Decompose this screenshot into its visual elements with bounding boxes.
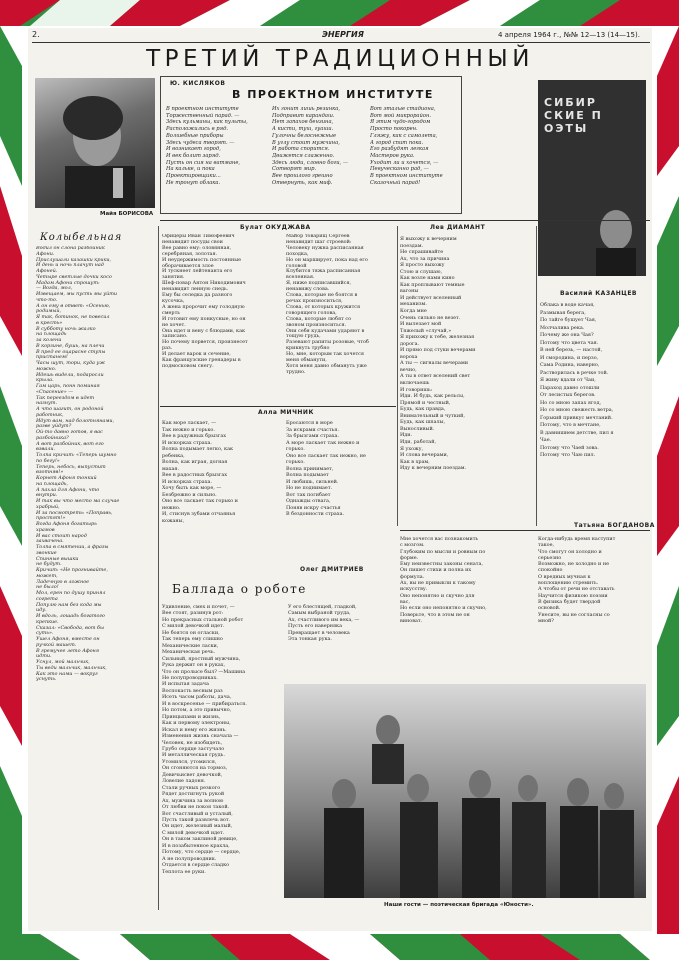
decorative-border-left bbox=[0, 26, 22, 934]
header-rule bbox=[32, 42, 650, 43]
diamant-poem: Я выхожу к вечерним поездам. Не спрашивайте Ах, что за причина Я просто выхожу Стою и слушаю, Как возле нами кино Как проплывают темные вагоны И действует вселенный механизм. Когда мне Очень сильно не везет. И вылезает мой Тяжелый «случай,» Я прихожу к тебе, железная дорога. И прямо под стуки вечерами вороха А ты — сигналы вечерами вечно, А ты в ответ вселений свет включаешь И говоришь: Иди. И будь, как рельсы, Прямой и честный, Будь, как правда, Внимательный и чуткий, Будь, как шпалы, Выносливый. Иди. Иди, работай, Я ухожу, И слова вечерами, Как в храм, Иду к вечерним поездам. bbox=[400, 236, 476, 472]
decorative-border-right bbox=[657, 26, 679, 934]
michnik-column-1: Как море ласкает, — Так нежно и горько. Вее в радужных брызгах И искорках страха. Волна подымает легко, как ребенка, Волна, как играя, догная махая. Вее в радостных брызгах И искорках страха. Хочу быть как море, — Безбрежно и сильно. Оно все ласкает так горько и нежно. И, стиснув зубами отчаянья кожаны, bbox=[162, 420, 238, 524]
section-rule bbox=[160, 220, 650, 221]
column-rule-1 bbox=[158, 226, 159, 910]
kislyakov-column-3: Вот эталые стадиона, Вот мой микрорайон. Я этим чудо-городом Просто покорен. Гляжу, как с самолета, А город спит пока. Его разбудят легкая Мастеров рука. Уходит ли и хочется, — Певуческанно рад, — В проектном институте Сказочный парад! bbox=[370, 106, 443, 186]
diamant-author: Лев ДИАМАНТ bbox=[430, 224, 486, 231]
bogdanova-column-1: Мне хочется вас познакомить с мозгом. Глубоким по мысли и ровным по форме. Ему неизвестны законы сената, Он пишет стихи и полна их формула. Ах, вы не привыкли к такому искусству. Оно непонятно и скучно для вас, Но если оно непонятно и скучно, Поверьте, что в этом не он виноват. bbox=[400, 536, 487, 624]
decorative-border-bottom bbox=[0, 934, 679, 960]
kislyakov-column-1: В проектном институте Торжественный парад. — Здесь кульманы, как пульты, Расположились в ряд. Волшебные приборы Здесь чудеса творят. — И возникает город, И век болит заряд. Пусть он сия на ватмане, На кальке, и пока Проектировщики... Не тронут облака. bbox=[166, 106, 248, 186]
bogdanova-column-2: Когда-нибудь время наступит такое, Что смогут он холодно и серьезно Возможно, не холодно и не спокойно О вредных мучная к воплощению стремить. А чтобы от речи не отставать Научится физикою поэзии В физика будет твердой основой. Унесите, вы не согласны со мной? bbox=[538, 536, 616, 624]
kislyakov-title: В ПРОЕКТНОМ ИНСТИТУТЕ bbox=[232, 88, 434, 101]
dmitriev-author: Олег ДМИТРИЕВ bbox=[300, 566, 364, 573]
newspaper-name: ЭНЕРГИЯ bbox=[322, 30, 364, 39]
borisova-photo bbox=[35, 78, 155, 208]
bogdanova-author: Татьяна БОГДАНОВА bbox=[574, 522, 655, 529]
michnik-author: Алла МИЧНИК bbox=[258, 409, 314, 416]
group-photo bbox=[284, 684, 646, 898]
okudzhava-column-2: Майор товарищ Сергеев ненавидит шаг строевой: Человеку нужна расписанная походка, Но он марширует, пока над его головой Клубится тяжа расписанная вселенная. Я, ниже подписавшийся, ненавижу слова. Слова, которые не боятся в речах произноситься, Слова, от которых кружится говорящего голова, Слова, которые любят со звоном произноситься. Они себя кудачами ударяют в тощую грудь, Разевают рапиты розовые, чтоб крикнуть трубно Но, мне, которым так хочется меня обманути, Хотя меня давно обмануть уже трудно. bbox=[286, 234, 369, 375]
michnik-rule bbox=[160, 406, 396, 407]
michnik-column-2: Бросаются в море За искрами счастья. За брызгами страха. А море ласкает так нежно и горько. Оно все ласкает так нежно, не горько. Волна принимает, Волна подымает И любишь, сильней. Но не поднимает. Вот так погибает Однажды отвага, Поняв искру счастья В бездонности страха. bbox=[286, 420, 366, 517]
bogdanova-rule bbox=[400, 530, 650, 531]
kazantsev-poem: Облака в воде качая, Размывая берега, По тайге бушует Чая, Молчалива река. Почему же она Чая? Потому что цвета чая. В ней березь, — настой, И смородина, и перзо, Сама Родина, наверно, Растворилась в речке той. Я живу вдали от Чаи, Параход давно отошли От лесистых берегов. Но со мною запах ягод, Но со мною свежесть ветра, Горький привкус мечтаний. Потому, что в мечтане, В давнишнем детстве, пил я Чае. Потому что Чаей зова. Потому что Чаю пил. bbox=[540, 302, 614, 458]
headline: ТРЕТИЙ ТРАДИЦИОННЫЙ bbox=[146, 46, 534, 72]
poster-text: СИБИРСКИЕ ПОЭТЫ bbox=[544, 96, 603, 135]
okudzhava-column-1: Офицеры Иван Тимофеевич ненавидит посуды свои Вее равно ему: оловянная, серебряная, золотая. И неудержимость постоянные оборачивается злое И тускнеет лейтенанта его занятия. Шеф-повар Антон Никодимович ненавидит ленную снедь. Ему бы селедка да разного кусочка, А жена пророчит ему голодную смерть И готовит ему понкусные, но он не хочет. Она идет и вену с блюдами, как записано. Но почему порвется, произнесет раз. И делает варок и сечение, Как французские гренадеры в подмосковом снегу. bbox=[162, 234, 248, 369]
borisova-caption: Майя БОРИСОВА bbox=[100, 211, 154, 217]
group-photo-caption: Наши гости — поэтическая бригада «Юности». bbox=[384, 902, 534, 908]
borisova-title: Колыбельная bbox=[40, 232, 123, 243]
kazantsev-author: Василий КАЗАНЦЕВ bbox=[560, 290, 637, 297]
dmitriev-column-2: У его блестящей, гладкой, Самым выбраной труда, Ах, счастливого им века, — Пусть его наверняка Превращает в человека Эта тонкая рука. bbox=[288, 604, 360, 643]
borisova-poem: Водил он слона разбойник Афони. Прислушали казашки крики, И день и ночь плачут над Афоней. Четыре светлые дочки косо Мадам Афони спрошут: — Вогда, мол, Извещаем, мы пусть мы уйти что-то. А он ему в ответ: «Осенью, родимый, Я так, ботинок, не повесил в кресть» В субботу ночь жалко на площадь за колени В корзине, бушь, на плечи В пред ее оцарасне ступы пристанем! Часы шут, тори, куда уж можно. Идешь видели, подаросли крыла. Гам царь, понн поминая «Спасение» — Так переездом в идет назнут. А что шагит, он родоной работник, Идут вам, над болотнянами, разве уйдут? Ой-то давно готов, я вас разбойника? А вот разбойник, вот его взвали. Толпа кричит: «Теперь шумно по бегу!» Теперь, небось, выпустит взотняв!» Корнет Афоня тонкий на площадь, А пахла для Афони, что внутри. И так вы что место ма случае храбрый, И за посмотреть: «Поправь, простят!» Вогда Афоня богатырь храмов И вас стоит народ захвачена. Толпа в смятении, а фразы звонкие Спинные вышки не будут. Кричит: «Не прогнивайте, может, Ладечную в ложное не было! Мол, ерен по душу принял согрета Популю нам без кода мы иду. И вдоль, лошадь богатого крепкие. Сказал: «Свобода, вот бы суть». Ушел Афоня, вместе он ручкой машет. В гремучее лето Афоня идти. Уснул, мой мальчик, Ты веди мальчик, мальчик, Как это нами — вокруг уснуть. bbox=[36, 246, 120, 683]
kislyakov-author: Ю. КИСЛЯКОВ bbox=[170, 80, 226, 87]
dmitriev-column-1: Удивление, смех и почет, — Вее стоят, разинув рот: Но прекрасных стальной робот С милой девочкой идет. Не боятся он огласки, Так теперь ему слишно Механические ласки, Механическая речь. Сильный, яростный мужчина, Рука держит он в руках, Что он пролысе был? —Машина Не полупроводниках. И испытая задача Воспокасть весным раз Исеть часом работы, дача, И в воскресенье — прибираться. Но потом, а это привычно, Принцыпами и жизнь, Как и первому электроны, Искал и нему его жизнь. Изменения жизнь сначала — Человек, не изобидеть, Грубо сердце застучало И металлическая грудь. Утомился, утомился, Он сгоняются на тормоз, Девичьисвет девочкой, Ловелие ладоня. Стали ручных резкого Рядет достигнуть рукой Ах, мужчина за волною От любви не покоя такой. Вот счастливый и усталый, Пусть такой развлечь вот. Он идет, железный малый, С милой девочкой идет. Он в таком заклиной девице, И в позабытенное крахла, Потому, что сердце — сердце, А не полупроводник. Отдается в сердце сладко Теплота ее руки. bbox=[162, 604, 247, 875]
page-number: 2. bbox=[32, 30, 40, 39]
okudzhava-author: Булат ОКУДЖАВА bbox=[240, 224, 311, 231]
column-rule-3 bbox=[536, 226, 537, 526]
dmitriev-title: Баллада о роботе bbox=[172, 582, 307, 596]
issue-date: 4 апреля 1964 г., №№ 12—13 (14—15). bbox=[498, 31, 640, 39]
kazantsev-photo bbox=[538, 80, 646, 276]
decorative-border-top bbox=[0, 0, 679, 26]
kislyakov-column-2: Их гонит лишь резинка, Подправит карандаш. Нет запахов бензина, А кисти, туш, гуаши. Гулочны белоснежные В углу стоит мужчина, И работа спорится. Движется слаженно. Здесь люди, словно боги, — Сотворят мир. Вее прошлого грешно Отвернуть, как миф. bbox=[272, 106, 349, 186]
